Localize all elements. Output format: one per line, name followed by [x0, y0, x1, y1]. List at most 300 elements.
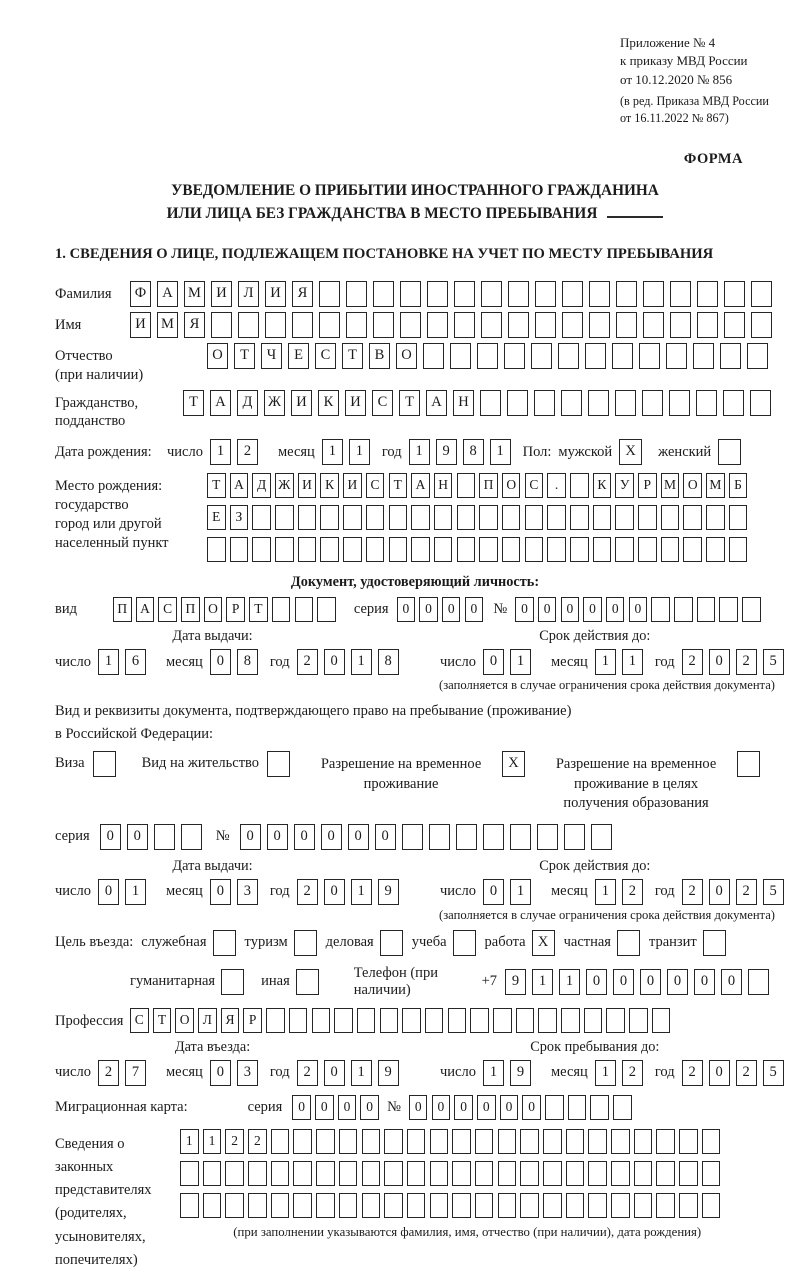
char-cell[interactable] [319, 281, 340, 307]
char-cell[interactable] [384, 1161, 403, 1186]
char-cell[interactable]: 2 [736, 1060, 757, 1086]
char-cell[interactable]: 1 [559, 969, 580, 995]
char-cell[interactable]: Е [288, 343, 309, 369]
char-cell[interactable]: Е [207, 505, 226, 530]
char-cell[interactable]: 2 [682, 879, 703, 905]
char-cell[interactable] [339, 1129, 358, 1154]
char-cell[interactable]: Т [183, 390, 204, 416]
char-cell[interactable]: 0 [500, 1095, 519, 1120]
char-cell[interactable] [643, 281, 664, 307]
char-cell[interactable]: 2 [622, 879, 643, 905]
char-cell[interactable] [520, 1129, 539, 1154]
temporary-residence-education-checkbox[interactable] [737, 751, 760, 777]
char-cell[interactable] [181, 824, 202, 850]
char-cell[interactable] [271, 1161, 290, 1186]
char-cell[interactable]: 9 [510, 1060, 531, 1086]
char-cell[interactable]: Ж [275, 473, 294, 498]
char-cell[interactable]: И [345, 390, 366, 416]
char-cell[interactable] [702, 1129, 721, 1154]
char-cell[interactable]: 1 [125, 879, 146, 905]
char-cell[interactable]: . [547, 473, 566, 498]
char-cell[interactable]: 0 [694, 969, 715, 995]
char-cell[interactable] [696, 390, 717, 416]
char-cell[interactable]: С [525, 473, 544, 498]
char-cell[interactable]: О [502, 473, 521, 498]
char-cell[interactable]: 9 [436, 439, 457, 465]
char-cell[interactable] [384, 1193, 403, 1218]
char-cell[interactable] [498, 1161, 517, 1186]
char-cell[interactable] [429, 824, 450, 850]
char-cell[interactable]: 1 [351, 1060, 372, 1086]
char-cell[interactable] [456, 824, 477, 850]
char-cell[interactable]: Я [221, 1008, 240, 1033]
char-cell[interactable] [697, 281, 718, 307]
char-cell[interactable] [407, 1129, 426, 1154]
char-cell[interactable]: 0 [98, 879, 119, 905]
char-cell[interactable] [616, 312, 637, 338]
char-cell[interactable] [289, 1008, 308, 1033]
char-cell[interactable]: 2 [682, 1060, 703, 1086]
char-cell[interactable] [593, 505, 612, 530]
char-cell[interactable] [674, 597, 693, 622]
char-cell[interactable] [564, 824, 585, 850]
char-cell[interactable]: Т [234, 343, 255, 369]
char-cell[interactable]: 1 [409, 439, 430, 465]
char-cell[interactable]: 0 [419, 597, 438, 622]
char-cell[interactable] [475, 1193, 494, 1218]
char-cell[interactable] [629, 1008, 648, 1033]
char-cell[interactable] [531, 343, 552, 369]
char-cell[interactable] [508, 312, 529, 338]
char-cell[interactable] [683, 537, 702, 562]
char-cell[interactable] [561, 390, 582, 416]
char-cell[interactable] [203, 1161, 222, 1186]
char-cell[interactable]: Н [434, 473, 453, 498]
char-cell[interactable] [457, 473, 476, 498]
char-cell[interactable] [615, 505, 634, 530]
char-cell[interactable] [483, 824, 504, 850]
char-cell[interactable] [402, 1008, 421, 1033]
char-cell[interactable] [384, 1129, 403, 1154]
char-cell[interactable] [748, 969, 769, 995]
purpose-other-checkbox[interactable] [296, 969, 319, 995]
char-cell[interactable]: Л [238, 281, 259, 307]
char-cell[interactable]: 0 [210, 649, 231, 675]
char-cell[interactable]: С [315, 343, 336, 369]
char-cell[interactable] [566, 1161, 585, 1186]
char-cell[interactable]: 8 [463, 439, 484, 465]
char-cell[interactable] [427, 312, 448, 338]
char-cell[interactable] [670, 312, 691, 338]
char-cell[interactable] [316, 1193, 335, 1218]
char-cell[interactable] [679, 1161, 698, 1186]
char-cell[interactable] [230, 537, 249, 562]
purpose-official-checkbox[interactable] [213, 930, 236, 956]
char-cell[interactable] [588, 390, 609, 416]
char-cell[interactable] [570, 537, 589, 562]
char-cell[interactable]: Ж [264, 390, 285, 416]
char-cell[interactable] [334, 1008, 353, 1033]
char-cell[interactable]: 1 [203, 1129, 222, 1154]
char-cell[interactable]: 9 [505, 969, 526, 995]
visa-checkbox[interactable] [93, 751, 116, 777]
char-cell[interactable] [702, 1161, 721, 1186]
char-cell[interactable] [706, 505, 725, 530]
char-cell[interactable] [612, 343, 633, 369]
char-cell[interactable]: 0 [321, 824, 342, 850]
char-cell[interactable] [642, 390, 663, 416]
char-cell[interactable] [298, 537, 317, 562]
char-cell[interactable]: Т [399, 390, 420, 416]
char-cell[interactable] [566, 1193, 585, 1218]
char-cell[interactable]: И [265, 281, 286, 307]
char-cell[interactable] [407, 1193, 426, 1218]
char-cell[interactable] [380, 1008, 399, 1033]
char-cell[interactable] [562, 281, 583, 307]
char-cell[interactable] [516, 1008, 535, 1033]
char-cell[interactable]: М [706, 473, 725, 498]
char-cell[interactable] [656, 1193, 675, 1218]
char-cell[interactable] [430, 1193, 449, 1218]
char-cell[interactable] [538, 1008, 557, 1033]
char-cell[interactable] [545, 1095, 564, 1120]
char-cell[interactable] [411, 537, 430, 562]
char-cell[interactable] [480, 390, 501, 416]
char-cell[interactable] [683, 505, 702, 530]
char-cell[interactable] [502, 505, 521, 530]
char-cell[interactable]: 2 [736, 649, 757, 675]
char-cell[interactable] [180, 1193, 199, 1218]
char-cell[interactable] [320, 505, 339, 530]
char-cell[interactable]: 1 [351, 879, 372, 905]
char-cell[interactable] [543, 1193, 562, 1218]
char-cell[interactable]: 0 [315, 1095, 334, 1120]
char-cell[interactable] [502, 537, 521, 562]
char-cell[interactable]: 2 [225, 1129, 244, 1154]
char-cell[interactable]: 0 [483, 879, 504, 905]
char-cell[interactable] [562, 312, 583, 338]
char-cell[interactable] [568, 1095, 587, 1120]
char-cell[interactable]: 1 [351, 649, 372, 675]
char-cell[interactable] [481, 281, 502, 307]
char-cell[interactable] [470, 1008, 489, 1033]
char-cell[interactable]: 5 [763, 649, 784, 675]
char-cell[interactable] [373, 312, 394, 338]
char-cell[interactable]: 2 [682, 649, 703, 675]
char-cell[interactable]: 0 [348, 824, 369, 850]
char-cell[interactable] [702, 1193, 721, 1218]
char-cell[interactable] [373, 281, 394, 307]
char-cell[interactable] [389, 537, 408, 562]
char-cell[interactable] [520, 1161, 539, 1186]
char-cell[interactable]: 6 [125, 649, 146, 675]
char-cell[interactable] [293, 1129, 312, 1154]
char-cell[interactable] [634, 1161, 653, 1186]
char-cell[interactable]: М [184, 281, 205, 307]
char-cell[interactable] [434, 505, 453, 530]
char-cell[interactable]: Я [292, 281, 313, 307]
char-cell[interactable] [729, 537, 748, 562]
char-cell[interactable] [293, 1161, 312, 1186]
char-cell[interactable]: 2 [622, 1060, 643, 1086]
char-cell[interactable] [504, 343, 525, 369]
char-cell[interactable]: И [298, 473, 317, 498]
char-cell[interactable] [271, 1193, 290, 1218]
char-cell[interactable]: 2 [736, 879, 757, 905]
char-cell[interactable] [535, 281, 556, 307]
char-cell[interactable] [457, 537, 476, 562]
char-cell[interactable]: 2 [297, 1060, 318, 1086]
char-cell[interactable] [475, 1129, 494, 1154]
char-cell[interactable] [271, 1129, 290, 1154]
char-cell[interactable]: 0 [709, 1060, 730, 1086]
char-cell[interactable] [339, 1161, 358, 1186]
char-cell[interactable]: 0 [606, 597, 625, 622]
char-cell[interactable] [430, 1129, 449, 1154]
char-cell[interactable]: 0 [432, 1095, 451, 1120]
char-cell[interactable] [400, 281, 421, 307]
char-cell[interactable] [479, 505, 498, 530]
char-cell[interactable]: В [369, 343, 390, 369]
char-cell[interactable]: С [366, 473, 385, 498]
char-cell[interactable] [615, 537, 634, 562]
char-cell[interactable] [525, 537, 544, 562]
char-cell[interactable]: 0 [515, 597, 534, 622]
char-cell[interactable] [427, 281, 448, 307]
char-cell[interactable] [706, 537, 725, 562]
char-cell[interactable]: О [175, 1008, 194, 1033]
char-cell[interactable]: Б [729, 473, 748, 498]
char-cell[interactable] [317, 597, 336, 622]
char-cell[interactable]: 0 [561, 597, 580, 622]
char-cell[interactable]: 0 [522, 1095, 541, 1120]
char-cell[interactable]: 0 [375, 824, 396, 850]
char-cell[interactable]: А [426, 390, 447, 416]
char-cell[interactable]: 0 [465, 597, 484, 622]
char-cell[interactable] [679, 1129, 698, 1154]
char-cell[interactable] [248, 1161, 267, 1186]
char-cell[interactable] [507, 390, 528, 416]
char-cell[interactable] [697, 597, 716, 622]
char-cell[interactable]: Ф [130, 281, 151, 307]
char-cell[interactable]: 3 [237, 879, 258, 905]
char-cell[interactable] [265, 312, 286, 338]
char-cell[interactable] [452, 1193, 471, 1218]
char-cell[interactable] [588, 1193, 607, 1218]
char-cell[interactable] [425, 1008, 444, 1033]
char-cell[interactable] [362, 1193, 381, 1218]
char-cell[interactable] [454, 281, 475, 307]
char-cell[interactable] [656, 1129, 675, 1154]
char-cell[interactable]: 0 [629, 597, 648, 622]
char-cell[interactable]: 1 [595, 649, 616, 675]
char-cell[interactable] [656, 1161, 675, 1186]
char-cell[interactable]: 0 [583, 597, 602, 622]
char-cell[interactable]: 0 [477, 1095, 496, 1120]
char-cell[interactable]: 2 [98, 1060, 119, 1086]
char-cell[interactable] [606, 1008, 625, 1033]
char-cell[interactable]: 0 [397, 597, 416, 622]
char-cell[interactable] [611, 1161, 630, 1186]
char-cell[interactable] [508, 281, 529, 307]
char-cell[interactable]: 0 [100, 824, 121, 850]
char-cell[interactable]: 3 [237, 1060, 258, 1086]
char-cell[interactable] [589, 312, 610, 338]
char-cell[interactable] [475, 1161, 494, 1186]
char-cell[interactable]: П [181, 597, 200, 622]
char-cell[interactable]: Л [198, 1008, 217, 1033]
char-cell[interactable] [547, 505, 566, 530]
char-cell[interactable]: 8 [378, 649, 399, 675]
char-cell[interactable]: 0 [210, 1060, 231, 1086]
char-cell[interactable] [585, 343, 606, 369]
char-cell[interactable]: К [320, 473, 339, 498]
char-cell[interactable]: 1 [595, 1060, 616, 1086]
char-cell[interactable] [457, 505, 476, 530]
char-cell[interactable]: 0 [640, 969, 661, 995]
char-cell[interactable]: 0 [721, 969, 742, 995]
char-cell[interactable] [669, 390, 690, 416]
char-cell[interactable] [423, 343, 444, 369]
char-cell[interactable] [561, 1008, 580, 1033]
char-cell[interactable]: 1 [210, 439, 231, 465]
char-cell[interactable]: 0 [613, 969, 634, 995]
char-cell[interactable] [389, 505, 408, 530]
char-cell[interactable]: М [157, 312, 178, 338]
char-cell[interactable] [616, 281, 637, 307]
char-cell[interactable]: Н [453, 390, 474, 416]
char-cell[interactable] [543, 1129, 562, 1154]
char-cell[interactable]: 1 [322, 439, 343, 465]
char-cell[interactable]: Т [249, 597, 268, 622]
char-cell[interactable]: 0 [210, 879, 231, 905]
char-cell[interactable] [535, 312, 556, 338]
char-cell[interactable]: 0 [294, 824, 315, 850]
char-cell[interactable] [697, 312, 718, 338]
char-cell[interactable] [566, 1129, 585, 1154]
char-cell[interactable]: К [593, 473, 612, 498]
char-cell[interactable] [742, 597, 761, 622]
char-cell[interactable]: 0 [324, 649, 345, 675]
char-cell[interactable] [534, 390, 555, 416]
char-cell[interactable] [588, 1161, 607, 1186]
char-cell[interactable] [293, 1193, 312, 1218]
purpose-study-checkbox[interactable] [453, 930, 476, 956]
char-cell[interactable] [203, 1193, 222, 1218]
char-cell[interactable]: 0 [454, 1095, 473, 1120]
char-cell[interactable]: 1 [595, 879, 616, 905]
char-cell[interactable]: 1 [510, 649, 531, 675]
char-cell[interactable] [448, 1008, 467, 1033]
char-cell[interactable]: 1 [180, 1129, 199, 1154]
char-cell[interactable] [558, 343, 579, 369]
char-cell[interactable] [638, 505, 657, 530]
char-cell[interactable]: А [136, 597, 155, 622]
purpose-private-checkbox[interactable] [617, 930, 640, 956]
char-cell[interactable] [634, 1193, 653, 1218]
char-cell[interactable]: М [661, 473, 680, 498]
char-cell[interactable]: У [615, 473, 634, 498]
char-cell[interactable]: 2 [237, 439, 258, 465]
char-cell[interactable] [450, 343, 471, 369]
char-cell[interactable] [225, 1193, 244, 1218]
char-cell[interactable]: Д [252, 473, 271, 498]
char-cell[interactable] [266, 1008, 285, 1033]
char-cell[interactable] [362, 1161, 381, 1186]
char-cell[interactable] [225, 1161, 244, 1186]
char-cell[interactable] [639, 343, 660, 369]
char-cell[interactable] [547, 537, 566, 562]
sex-female-checkbox[interactable] [718, 439, 741, 465]
char-cell[interactable]: 1 [490, 439, 511, 465]
char-cell[interactable] [207, 537, 226, 562]
char-cell[interactable]: Т [153, 1008, 172, 1033]
char-cell[interactable] [723, 390, 744, 416]
char-cell[interactable]: И [291, 390, 312, 416]
char-cell[interactable]: К [318, 390, 339, 416]
char-cell[interactable]: С [130, 1008, 149, 1033]
char-cell[interactable] [510, 824, 531, 850]
char-cell[interactable] [661, 505, 680, 530]
char-cell[interactable]: 8 [237, 649, 258, 675]
char-cell[interactable] [366, 537, 385, 562]
char-cell[interactable] [498, 1193, 517, 1218]
char-cell[interactable] [357, 1008, 376, 1033]
char-cell[interactable] [479, 537, 498, 562]
char-cell[interactable] [751, 312, 772, 338]
char-cell[interactable] [180, 1161, 199, 1186]
char-cell[interactable]: С [158, 597, 177, 622]
char-cell[interactable] [477, 343, 498, 369]
char-cell[interactable]: 0 [324, 879, 345, 905]
char-cell[interactable] [493, 1008, 512, 1033]
char-cell[interactable] [346, 312, 367, 338]
char-cell[interactable]: Я [184, 312, 205, 338]
char-cell[interactable] [316, 1161, 335, 1186]
char-cell[interactable]: И [130, 312, 151, 338]
char-cell[interactable] [615, 390, 636, 416]
char-cell[interactable]: Т [207, 473, 226, 498]
char-cell[interactable]: А [230, 473, 249, 498]
char-cell[interactable] [720, 343, 741, 369]
char-cell[interactable] [272, 597, 291, 622]
char-cell[interactable] [613, 1095, 632, 1120]
char-cell[interactable]: З [230, 505, 249, 530]
char-cell[interactable] [751, 281, 772, 307]
char-cell[interactable]: А [157, 281, 178, 307]
char-cell[interactable]: 1 [622, 649, 643, 675]
char-cell[interactable] [611, 1129, 630, 1154]
char-cell[interactable] [400, 312, 421, 338]
char-cell[interactable] [520, 1193, 539, 1218]
char-cell[interactable] [298, 505, 317, 530]
char-cell[interactable] [292, 312, 313, 338]
char-cell[interactable]: 0 [127, 824, 148, 850]
char-cell[interactable]: Т [342, 343, 363, 369]
char-cell[interactable]: 9 [378, 879, 399, 905]
char-cell[interactable] [670, 281, 691, 307]
char-cell[interactable]: 2 [248, 1129, 267, 1154]
char-cell[interactable] [295, 597, 314, 622]
char-cell[interactable]: 0 [538, 597, 557, 622]
char-cell[interactable]: 1 [532, 969, 553, 995]
purpose-business-checkbox[interactable] [380, 930, 403, 956]
char-cell[interactable] [343, 505, 362, 530]
char-cell[interactable] [316, 1129, 335, 1154]
char-cell[interactable] [320, 537, 339, 562]
char-cell[interactable] [407, 1161, 426, 1186]
char-cell[interactable]: 0 [292, 1095, 311, 1120]
